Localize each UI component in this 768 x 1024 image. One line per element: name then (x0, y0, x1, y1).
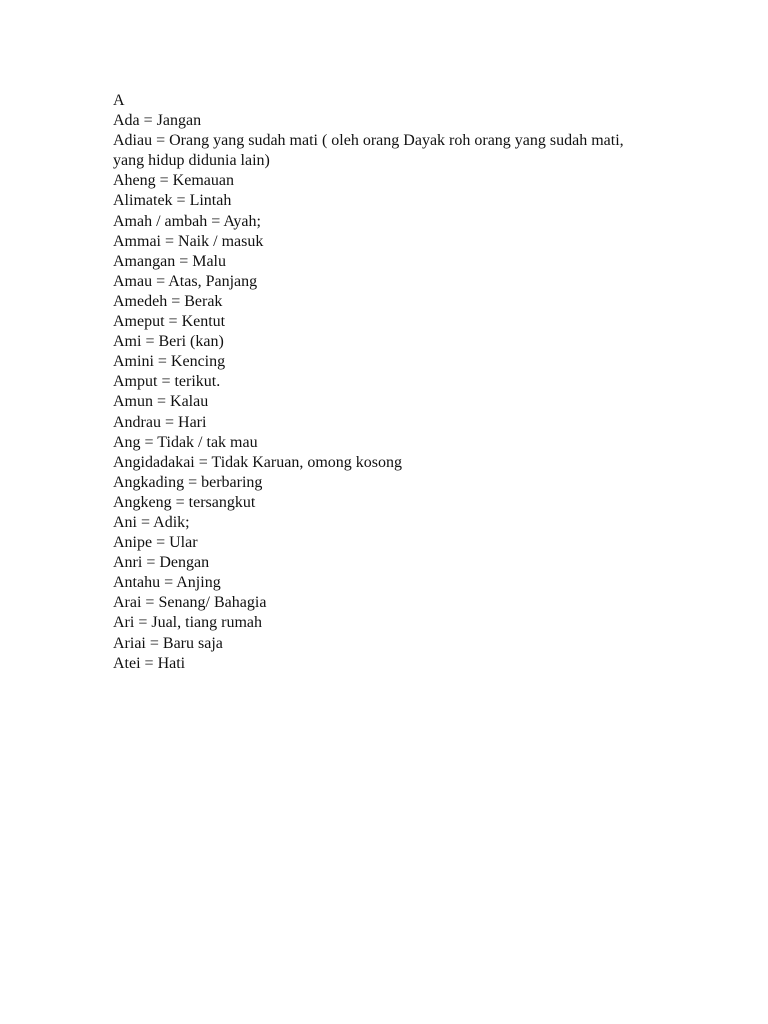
document-page (113, 91, 673, 674)
entry-andrau: Andrau = Hari (113, 413, 207, 431)
entry-amah: Amah / ambah = Ayah; (113, 212, 261, 230)
entry-ani: Ani = Adik; (113, 513, 190, 531)
entry-ami: Ami = Beri (kan) (113, 333, 224, 351)
entry-anri: Anri = Dengan (113, 554, 210, 572)
entry-alimatek: Alimatek = Lintah (113, 192, 232, 210)
entry-amput: Amput = terikut. (113, 373, 221, 391)
entry-amangan: Amangan = Malu (113, 252, 226, 270)
entry-angkading: Angkading = berbaring (113, 473, 263, 491)
entry-ammai: Ammai = Naik / masuk (113, 232, 264, 250)
entry-ada: Ada = Jangan (113, 112, 202, 130)
entry-ariai: Ariai = Baru saja (113, 634, 223, 652)
entry-atei: Atei = Hati (113, 654, 186, 672)
entry-ang: Ang = Tidak / tak mau (113, 433, 258, 451)
entry-amedeh: Amedeh = Berak (113, 292, 223, 310)
entry-arai: Arai = Senang/ Bahagia (113, 594, 267, 612)
entry-anipe: Anipe = Ular (113, 534, 198, 552)
section-heading: A (113, 92, 125, 109)
entry-amau: Amau = Atas, Panjang (113, 272, 258, 290)
entry-aheng: Aheng = Kemauan (113, 172, 234, 190)
entry-antahu: Antahu = Anjing (113, 574, 221, 592)
entry-ari: Ari = Jual, tiang rumah (113, 614, 262, 632)
entry-angkeng: Angkeng = tersangkut (113, 493, 256, 511)
entry-amini: Amini = Kencing (113, 353, 226, 371)
entry-adiau: Adiau = Orang yang sudah mati ( oleh orang Dayak roh orang yang sudah mati, yang hidup didunia lain) (113, 132, 624, 170)
entry-angidadakai: Angidadakai = Tidak Karuan, omong kosong (113, 453, 402, 471)
entry-ameput: Ameput = Kentut (113, 313, 226, 331)
entry-amun: Amun = Kalau (113, 393, 209, 411)
